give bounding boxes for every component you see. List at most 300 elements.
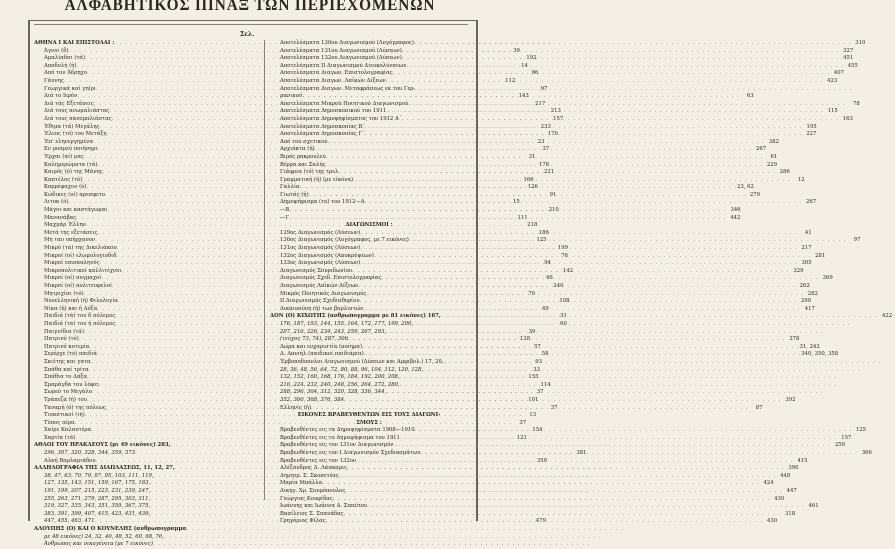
- entry-page-number: 461: [808, 503, 819, 510]
- entry-page-number: 87: [755, 404, 763, 411]
- entry-title: Αποτελέσματα Δημοσκοπίας Β΄: [280, 123, 366, 130]
- index-entry: [34, 496, 260, 504]
- entry-page-number: 142: [562, 267, 573, 274]
- dot-leader: [374, 253, 811, 261]
- entry-page-number: 423: [827, 77, 838, 84]
- entry-title: —Β: [280, 207, 290, 214]
- entry-page-number: 218: [527, 222, 538, 229]
- entry-page-number: 23: [537, 138, 545, 145]
- dot-leader: [408, 101, 845, 109]
- entry-title: Διαγωνισμός Σπυριδωνίου: [280, 267, 353, 274]
- entry-title: Χαίρε Καλαυτέρα: [44, 427, 92, 434]
- dot-leader: [347, 465, 784, 473]
- entry-page-number: 267: [755, 146, 767, 153]
- entry-title: 130ος Διαγωνισμός (Λογόγραφος, με 7 εικόνες): [280, 237, 409, 244]
- entry-page-number: 111: [517, 214, 528, 221]
- entry-title: (τεύχος 73, 74), 287, 306: [280, 336, 348, 343]
- dot-leader: [402, 55, 839, 63]
- entry-title: 132ος Διαγωνισμός (Αποκρύψεων): [280, 252, 374, 259]
- entry-page-number: 381: [576, 450, 587, 457]
- entry-title: Σερέρχε (τό) παιδιά: [44, 351, 98, 358]
- entry-page-number: 76: [561, 252, 568, 259]
- dot-leader: [352, 268, 789, 276]
- entry-title: Καπτέλος (τό): [44, 176, 83, 183]
- dot-leader: [311, 405, 748, 413]
- index-entry: [34, 442, 260, 450]
- entry-page-number: 155: [528, 374, 539, 381]
- dot-leader: [423, 367, 860, 375]
- dot-leader: [353, 177, 790, 185]
- entry-title: Μικροί (οί) πυγμαχοί: [44, 275, 102, 282]
- dot-leader: [414, 40, 851, 48]
- entry-page-number: 422: [882, 313, 893, 320]
- entry-title: 129ος Διαγωνισμός (Λύσεων): [280, 229, 361, 236]
- dot-leader: [358, 283, 795, 291]
- entry-title: Μικροί επισκαληνός: [44, 260, 100, 267]
- entry-page-number: 97: [853, 237, 861, 244]
- entry-page-number: 31: [528, 153, 536, 160]
- entry-page-number: 46: [546, 275, 553, 282]
- entry-page-number: [881, 359, 895, 367]
- entry-title: Βέρρα και Σαλής: [280, 161, 326, 168]
- dot-leader: [365, 199, 802, 207]
- index-entry: [270, 480, 774, 488]
- dot-leader: [400, 435, 837, 443]
- entry-page-number: 61: [770, 153, 778, 160]
- entry-page-number: 33: [533, 366, 540, 373]
- dot-leader: [365, 124, 802, 132]
- dot-leader: [362, 344, 799, 352]
- entry-page-number: 281: [815, 252, 826, 259]
- entry-page-number: 267: [805, 199, 817, 206]
- entry-title: Μικρός Ποιητικός Διαγωνισμός: [280, 290, 367, 297]
- dot-leader: [300, 184, 737, 192]
- entry-page-number: 143: [518, 93, 529, 100]
- entry-page-number: 31, 242: [799, 343, 820, 350]
- entry-title: Μικροί (οί) ελωμολογιοδιδ: [44, 252, 117, 259]
- entry-page-number: 93: [535, 358, 542, 365]
- entry-page-number: 49: [542, 305, 549, 312]
- entry-page-number: 310: [855, 40, 866, 46]
- entry-title: Άνθρωπος και οικογένεια (με 7 εικόνες): [44, 541, 153, 548]
- entry-title: Αποτελέσματα Δημοφηφίσματος του 1912 Α΄: [280, 115, 402, 122]
- index-entry: [34, 465, 260, 473]
- entry-title: Διά τους πανομαλιάστας: [44, 115, 112, 122]
- dot-leader: [360, 298, 797, 306]
- entry-title: Βραβευθέντες εις το Δημοψήφισμα του 1911: [280, 434, 400, 441]
- dot-leader: [360, 230, 797, 238]
- entry-title: Αποδολή (ή): [44, 62, 77, 69]
- entry-page-number: 157: [841, 434, 852, 441]
- dot-leader: [409, 237, 846, 245]
- entry-page-number: 12: [797, 176, 805, 183]
- dot-leader: [153, 541, 590, 549]
- entry-page-number: [861, 367, 875, 375]
- entry-title: Τύπος οέρα: [44, 419, 75, 426]
- entry-page-number: 39: [513, 47, 520, 54]
- entry-title: ΑΘΛΟΙ ΤΟΥ ΗΡΑΚΛΕΟΥΣ (μι 49 εικόνες) 283,: [34, 442, 171, 449]
- entry-page-number: 479: [535, 518, 546, 525]
- entry-page-number: 390: [788, 465, 799, 472]
- entry-title: ΑΛΟΥΠΗΣ (Ο) ΚΑΙ Ο ΚΟΥΝΕΛΗΣ (ανθρωπογραμμα: [34, 526, 187, 532]
- entry-page-number: 448: [780, 472, 791, 479]
- entry-title: 28, 36, 48, 56, 64, 72, 80, 88, 96, 104, 112, 120, 128,: [280, 366, 424, 373]
- entry-page-number: 91: [549, 191, 557, 198]
- entry-title: Αποτελέσματα Διαγων. Λαϊκών Δίξεων: [280, 77, 386, 84]
- entry-title: με 48 εικόνες) 24, 32, 40, 48, 52, 60, 68, 76,: [44, 533, 164, 540]
- entry-title: Έλεος (τό) του Μετάξη: [44, 131, 107, 138]
- dot-leader: [406, 63, 843, 71]
- entry-page-number: [851, 321, 865, 329]
- entry-title: Μικροί (οί) πολιτευφελοί: [44, 283, 113, 289]
- index-entry: [34, 207, 559, 215]
- entry-page-number: 299: [800, 298, 811, 305]
- entry-page-number: 407: [833, 70, 844, 77]
- index-entry: [34, 511, 260, 519]
- entry-title: Γαλλία: [280, 184, 300, 191]
- index-entry: [270, 321, 468, 329]
- entry-page-number: 70: [528, 290, 536, 297]
- entry-title: Ελληνίς (ή): [280, 404, 312, 411]
- entry-page-number: 157: [553, 115, 564, 122]
- dot-leader: [386, 78, 823, 86]
- dot-leader: [360, 260, 797, 268]
- entry-title: Διαγωνισμός Λαϊκών Δίξεων: [280, 283, 359, 289]
- entry-title: Μητριχίαι (τό): [44, 290, 84, 297]
- entry-page-number: 430: [767, 518, 778, 525]
- entry-title: Πατρινό (τό): [44, 336, 79, 343]
- entry-page-number: 37: [542, 146, 550, 153]
- entry-title: Αποτελέσματα 131ου Διαγωνισμού (Λύσεων): [280, 47, 402, 54]
- entry-page-number: 259: [834, 442, 845, 449]
- entry-title: Δ. Δανιήλ (παιδικοί παιδιάρια): [280, 351, 364, 358]
- entry-page-number: 114: [540, 381, 551, 388]
- dot-leader: [309, 192, 746, 200]
- entry-title: Σωρεό το Μεγάλο: [44, 389, 93, 396]
- entry-title: Αλκή Βαρλαμιάδου: [44, 457, 96, 464]
- entry-title: Από τον Άδρηχο: [44, 70, 87, 77]
- entry-page-number: 57: [534, 343, 541, 350]
- entry-title: Καρρέφαχον (ό): [44, 184, 87, 191]
- entry-title: 133ος Διαγωνισμός (Λύσεων): [280, 260, 361, 267]
- entry-page-number: 125: [855, 427, 867, 434]
- entry-page-number: 282: [807, 290, 818, 297]
- entry-page-number: 58: [541, 351, 549, 358]
- entry-page-number: 192: [526, 55, 537, 62]
- entry-page-number: 217: [801, 245, 812, 252]
- entry-title: 38, 47, 63, 70, 79, 87, 95, 103, 111, 119,: [44, 472, 154, 479]
- entry-page-number: 442: [730, 214, 741, 221]
- entry-page-number: 63: [746, 93, 754, 100]
- entry-page-number: 14: [521, 62, 528, 69]
- dot-leader: [415, 86, 852, 94]
- entry-page-number: 39: [528, 328, 536, 335]
- entry-page-number: 327: [843, 47, 854, 54]
- entry-page-number: 195: [806, 123, 817, 130]
- entry-title: Αποτελέσματα 130ου Διαγωνισμού (Λογόγραφος): [280, 40, 414, 46]
- dot-leader: [402, 48, 839, 56]
- entry-page-number: 94: [544, 260, 552, 267]
- entry-title: Γεωργικά καί γηίρι: [44, 85, 96, 92]
- entry-page-number: 60: [560, 320, 567, 327]
- dot-leader: [164, 534, 601, 542]
- entry-title: Ιωάννης και Ιωάννα Α. Σπαύτου: [280, 503, 368, 510]
- entry-title: Δημητρ. Σ. Σκοπετέας: [280, 472, 339, 479]
- index-entry: [34, 473, 260, 481]
- entry-page-number: 166: [523, 176, 534, 183]
- dot-leader: [400, 374, 837, 382]
- entry-title: Αποτελέσματα Διαγων. Επιστολογραφίας: [280, 70, 393, 77]
- entry-title: Σπάθα καί τρίτα: [44, 366, 89, 373]
- dot-leader: [386, 389, 823, 397]
- entry-title: Λιτοκ (ό): [44, 199, 69, 206]
- index-entry: [270, 389, 468, 397]
- dot-leader: [400, 382, 837, 390]
- entry-page-number: [601, 534, 615, 542]
- entry-page-number: [837, 382, 851, 390]
- entry-page-number: 13: [529, 412, 537, 419]
- dot-leader: [328, 139, 765, 147]
- index-entry: [270, 382, 468, 390]
- dot-leader: [302, 93, 739, 101]
- entry-page-number: [624, 526, 638, 534]
- dot-leader: [441, 313, 878, 321]
- entry-page-number: 170: [547, 131, 558, 138]
- entry-page-number: 286: [779, 169, 790, 176]
- entry-page-number: 86: [531, 70, 539, 77]
- entry-title: 383, 391, 399, 407, 415, 423, 431, 439,: [44, 510, 151, 517]
- dot-leader: [345, 488, 782, 496]
- entry-title: Εν ρυαμεύ ποιήσηρι: [44, 146, 98, 153]
- page-title: ΑΛΦΑΒΗΤΙΚΟΣ ΠΙΝΑΞ ΤΩΝ ΠΕΡΙΕΧΟΜΕΝΩΝ: [64, 0, 436, 14]
- dot-leader: [386, 108, 823, 116]
- index-entry: [270, 40, 866, 48]
- entry-page-number: 417: [804, 305, 815, 312]
- entry-title: Αποτελέσματα Διαγων. Μεταφράσεως εκ του Γερ-: [280, 85, 416, 92]
- entry-page-number: 262: [799, 283, 810, 289]
- entry-title: μανικού: [280, 93, 303, 100]
- entry-title: Έθιμα (τά) Μεγάλης: [44, 123, 100, 130]
- entry-title: Αποτελέσματα 132ου Διαγωνισμού (Λύσεων): [280, 55, 402, 62]
- entry-page-number: 37: [536, 389, 544, 396]
- entry-title: Έρχαι (αί) μας: [44, 153, 84, 160]
- entry-page-number: [590, 541, 604, 549]
- index-entry: [270, 222, 468, 230]
- entry-page-number: 240: [553, 283, 564, 289]
- entry-page-number: 154: [532, 427, 543, 434]
- index-entry: [34, 541, 260, 549]
- entry-page-number: 37: [519, 419, 527, 426]
- entry-title: Άγνοι (δ): [44, 47, 69, 54]
- dot-leader: [364, 351, 801, 359]
- dot-leader: [338, 169, 775, 177]
- entry-title: 127, 135, 143, 151, 159, 167, 175, 183,: [44, 480, 151, 487]
- index-entry: [270, 374, 468, 382]
- entry-title: 352, 360, 368, 376, 384: [280, 396, 345, 403]
- entry-title: Μανανάβας: [44, 214, 77, 221]
- dot-leader: [326, 518, 763, 526]
- entry-title: Αποτελέσματα ΙΙ Διαγωνισμού Διευκολύνσεων: [280, 62, 407, 69]
- entry-page-number: 279: [749, 191, 760, 198]
- dot-leader: [415, 427, 852, 435]
- entry-title: Δώρα και ευχαριστία (ποίημα): [280, 343, 363, 350]
- entry-page-number: 128: [520, 336, 531, 343]
- index-entry: [34, 503, 260, 511]
- dot-leader: [289, 215, 726, 223]
- entry-page-number: 41: [804, 229, 812, 236]
- entry-page-number: 221: [544, 169, 555, 176]
- entry-title: Χαρτία (τά): [44, 434, 76, 441]
- entry-title: 216, 224, 232, 240, 248, 256, 264, 272, 280,: [280, 381, 400, 388]
- dot-leader: [326, 154, 763, 162]
- entry-title: Διαγωνισμός Σχεδ. Επιστολογραφίας: [280, 275, 382, 282]
- entry-title: Ταναμή (ό) της πόλεως: [44, 404, 107, 411]
- entry-page-number: 121: [516, 434, 527, 441]
- entry-page-number: 366: [861, 450, 872, 457]
- entry-title: Μη ταυ υπήρχανον: [44, 237, 96, 244]
- index-entry: [270, 503, 819, 511]
- entry-page-number: 430: [774, 495, 785, 502]
- index-entry: [270, 359, 468, 367]
- entry-page-number: 126: [527, 184, 538, 191]
- entry-title: Διά τους ανωμαλιάστας: [44, 108, 110, 115]
- dot-leader: [401, 116, 838, 124]
- entry-page-number: 186: [538, 229, 549, 236]
- entry-title: 191, 199, 207, 215, 223, 231, 239, 247,: [44, 488, 151, 495]
- index-entry: [270, 367, 468, 375]
- entry-title: Γιάφρια (τό) της τρελ: [280, 169, 339, 176]
- dot-leader: [366, 291, 803, 299]
- entry-title: Καιρός (ό) της Μάνης: [44, 169, 103, 176]
- entry-page-number: 278: [789, 336, 800, 343]
- entry-title: Μικροπολιτικοί καλλιτέχνοι: [44, 267, 122, 274]
- entry-title: Γιωτάς (ή): [280, 191, 309, 198]
- entry-page-number: 415: [797, 457, 808, 464]
- entry-page-number: 23, 62: [737, 184, 754, 191]
- dot-leader: [381, 275, 818, 283]
- dot-leader: [356, 458, 793, 466]
- entry-page-number: 163: [842, 115, 853, 122]
- dot-leader: [394, 442, 831, 450]
- entry-title: Πατρινό κοτερία: [44, 343, 90, 350]
- entry-page-number: 210: [548, 207, 559, 214]
- index-entry: [270, 351, 839, 359]
- entry-title: Έρβοποδοπολοι Διαγωνισμού (Λύσεων και Αμφιβολ.) 17, 20,: [280, 358, 444, 365]
- entry-page-number: 97: [540, 85, 548, 92]
- entry-page-number: 369: [822, 275, 833, 282]
- page-column-label: Σελ.: [240, 31, 255, 38]
- dot-leader: [326, 162, 763, 170]
- dot-leader: [315, 146, 752, 154]
- entry-title: Βραβευθέντες εις τον I Διαγωνισμόν Σχεδιασμάτων: [280, 450, 421, 457]
- entry-page-number: 37: [550, 404, 558, 411]
- entry-title: 131ος Διαγωνισμός (Λύσεων): [280, 245, 361, 252]
- entry-title: Αποτελέσματα Δημοσκοπίας Γ΄: [280, 131, 365, 138]
- dot-leader: [393, 70, 830, 78]
- index-entry: [270, 442, 845, 450]
- dot-leader: [339, 473, 776, 481]
- entry-page-number: 455: [847, 62, 858, 69]
- entry-title: Μαχμάρ Έλλην: [44, 222, 86, 229]
- entry-page-number: 346: [730, 207, 741, 214]
- entry-page-number: 424: [763, 480, 774, 487]
- entry-page-number: 15: [513, 199, 520, 206]
- entry-title: Τράπεζα (ή) του: [44, 396, 87, 403]
- entry-page-number: 359: [536, 457, 548, 464]
- entry-page-number: 233: [540, 123, 551, 130]
- entry-title: Παιδιά (τά) του δ πόλεμος: [44, 313, 116, 320]
- entry-title: 132, 152, 160, 168, 176, 184, 192, 200, 208,: [280, 374, 400, 381]
- entry-title: Βραβευθέντες εις τον 131ον Διαγωνισμόν: [280, 442, 394, 449]
- dot-leader: [348, 336, 785, 344]
- entry-title: ΔΟΝ (Ο) ΚΙΧΩΤΗΣ (ανθρωπογραμμα με 81 εικόνες) 167,: [270, 313, 441, 320]
- entry-title: ΕΙΚΟΝΕΣ ΒΡΑΒΕΥΘΕΝΤΩΝ ΕΙΣ ΤΟΥΣ ΔΙΑΓΩΝΙ-: [297, 412, 441, 419]
- entry-title: Αρχιάκτα (ή): [280, 146, 315, 153]
- index-entry: [34, 40, 260, 48]
- entry-title: 288, 296, 304, 312, 320, 328, 336, 344,: [280, 389, 387, 396]
- entry-page-number: [824, 389, 838, 397]
- entry-page-number: 305: [801, 260, 812, 267]
- entry-page-number: 382: [768, 138, 779, 145]
- entry-page-number: 447: [786, 488, 797, 495]
- entry-title: Σπάθια το Δάξα: [44, 374, 88, 381]
- entry-page-number: 112: [505, 77, 516, 84]
- entry-page-number: 108: [559, 298, 570, 305]
- dot-leader: [333, 496, 770, 504]
- entry-title: Μαρία Μπάλλα: [280, 480, 323, 487]
- entry-page-number: 227: [806, 131, 817, 138]
- dot-leader: [386, 329, 823, 337]
- entry-title: Αμαλίαδαι (τά): [44, 55, 86, 62]
- entry-title: Γρηγόριος Φίλας: [280, 518, 326, 525]
- entry-title: Παιδιά (τα) του ή πόλεμος: [44, 320, 116, 327]
- entry-page-number: 178: [538, 161, 549, 168]
- dot-leader: [444, 359, 881, 367]
- dot-leader: [413, 321, 850, 329]
- entry-title: Παιγνίδια (τά): [44, 328, 84, 335]
- entry-page-number: 340, 350, 358: [801, 351, 839, 358]
- entry-title: 296, 307, 320, 328, 344, 359, 373: [44, 450, 135, 457]
- entry-title: Βραβευθέντες εις τα Δημοψηφίσματα 1908—1910: [280, 427, 415, 434]
- entry-title: Σμαράγδα του λόφει: [44, 381, 100, 388]
- entry-page-number: 199: [557, 245, 569, 252]
- entry-title: 255, 263, 271, 279, 287, 295, 303, 311,: [44, 495, 151, 502]
- entry-title: Σκιέτης και γατα: [44, 358, 91, 365]
- title-rule: [34, 24, 468, 25]
- entry-title: Μάγοι και καστάγωμαι: [44, 207, 108, 214]
- entry-title: Έπ' εληνεργημένα: [44, 138, 94, 145]
- entry-title: ΣΜΟΥΣ :: [356, 419, 382, 426]
- entry-page-number: 31: [560, 313, 567, 320]
- index-entry: [270, 412, 468, 420]
- entry-title: Μικρό (τα) της Δικελιάκου: [44, 245, 117, 252]
- index-entry: [34, 480, 260, 488]
- entry-page-number: 318: [784, 510, 796, 517]
- entry-page-number: [853, 86, 867, 94]
- entry-page-number: 392: [785, 396, 796, 403]
- dot-leader: [344, 397, 781, 405]
- entry-title: 176, 187, 193, 144, 155, 164, 172, 177, 199, 200,: [280, 320, 414, 327]
- entry-page-number: 101: [528, 396, 539, 403]
- entry-title: Κώδικες (οί) αρεσφετο: [44, 191, 105, 198]
- entry-title: ΑΘΗΝΑ Ι ΚΑΙ ΕΠΙΣΤΟΛΑΙ :: [34, 40, 115, 46]
- dot-leader: [186, 526, 623, 534]
- dot-leader: [360, 245, 797, 253]
- entry-title: Μετά της εξετάσεις: [44, 229, 98, 236]
- entry-title: Τιοαστικοί (ιή): [44, 412, 85, 419]
- entry-title: —Γ: [280, 214, 289, 221]
- entry-page-number: 115: [827, 108, 838, 115]
